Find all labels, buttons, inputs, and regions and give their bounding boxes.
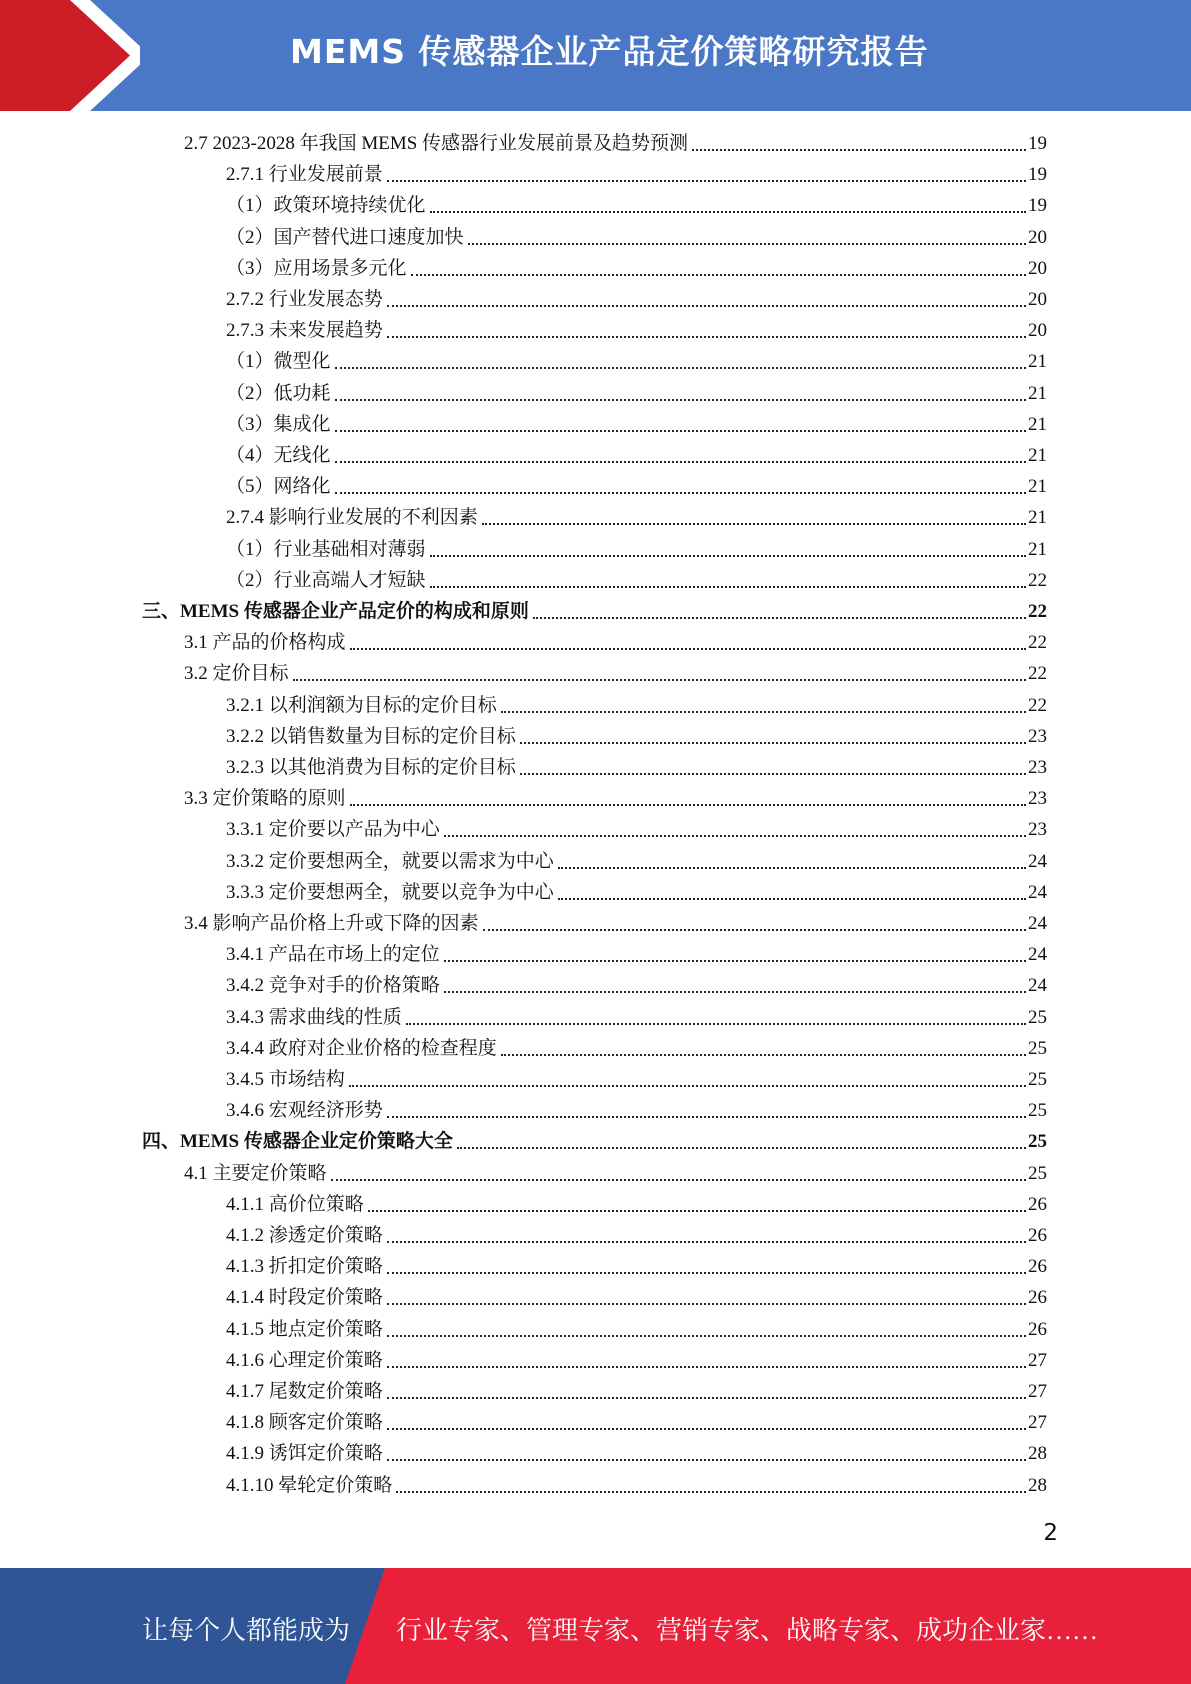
toc-entry-title: （3）集成化 — [226, 413, 331, 435]
toc-entry[interactable] — [226, 875, 1047, 905]
toc-entry-title: 3.3.3 定价要想两全，就要以竞争为中心 — [226, 881, 554, 903]
toc-entry-title: 3.3.2 定价要想两全，就要以需求为中心 — [226, 850, 554, 872]
toc-dot-leader — [350, 803, 1026, 806]
toc-entry[interactable] — [226, 376, 1047, 406]
toc-entry-page: 26 — [1028, 1256, 1047, 1278]
toc-entry-title: 4.1.3 折扣定价策略 — [226, 1256, 383, 1278]
toc-entry-title: 4.1.6 心理定价策略 — [226, 1349, 383, 1371]
toc-entry-title: 4.1.8 顾客定价策略 — [226, 1412, 383, 1434]
toc-entry-title: （1）微型化 — [226, 351, 331, 373]
toc-entry-page: 19 — [1028, 164, 1047, 186]
toc-entry-page: 24 — [1028, 975, 1047, 997]
toc-entry-title: 3.4.1 产品在市场上的定位 — [226, 944, 440, 966]
toc-entry-page: 23 — [1028, 819, 1047, 841]
toc-dot-leader — [387, 1427, 1026, 1430]
toc-entry-page: 25 — [1028, 1131, 1047, 1153]
toc-dot-leader — [387, 304, 1026, 307]
toc-dot-leader — [331, 1178, 1026, 1181]
footer-banner — [0, 1568, 1191, 1684]
toc-entry[interactable] — [226, 719, 1047, 749]
toc-dot-leader — [387, 1302, 1026, 1305]
toc-entry[interactable] — [184, 781, 1047, 811]
toc-entry[interactable] — [184, 906, 1047, 936]
toc-entry-title: 3.4.5 市场结构 — [226, 1069, 345, 1090]
toc-entry-page: 24 — [1028, 850, 1047, 872]
header-banner — [0, 0, 1191, 111]
toc-entry-page: 24 — [1028, 881, 1047, 903]
toc-entry[interactable] — [226, 407, 1047, 437]
toc-entry[interactable] — [142, 594, 1047, 624]
toc-entry[interactable] — [226, 844, 1047, 874]
toc-entry-page: 26 — [1028, 1225, 1047, 1246]
toc-dot-leader — [335, 398, 1026, 401]
toc-entry[interactable] — [226, 1031, 1047, 1061]
toc-entry-title: （1）行业基础相对薄弱 — [226, 538, 426, 560]
toc-entry-page: 26 — [1028, 1318, 1047, 1340]
toc-entry-page: 24 — [1028, 944, 1047, 966]
toc-entry-page: 21 — [1028, 445, 1047, 466]
toc-entry-page: 23 — [1028, 725, 1047, 747]
toc-entry-page: 27 — [1028, 1412, 1047, 1434]
toc-dot-leader — [387, 1271, 1026, 1274]
toc-entry-page: 26 — [1028, 1287, 1047, 1309]
toc-entry-page: 27 — [1028, 1349, 1047, 1371]
toc-entry-page: 21 — [1028, 538, 1047, 560]
toc-entry-title: 3.4 影响产品价格上升或下降的因素 — [184, 913, 479, 934]
toc-dot-leader — [396, 1490, 1026, 1493]
toc-entry-page: 21 — [1028, 382, 1047, 404]
toc-entry-title: 3.3 定价策略的原则 — [184, 788, 346, 810]
toc-entry-page: 27 — [1028, 1381, 1047, 1402]
toc-entry[interactable] — [184, 1156, 1047, 1186]
toc-entry[interactable] — [226, 344, 1047, 374]
toc-dot-leader — [444, 990, 1026, 993]
toc-dot-leader — [293, 678, 1026, 681]
toc-entry-title: 3.3.1 定价要以产品为中心 — [226, 819, 440, 841]
toc-entry-page: 22 — [1028, 632, 1047, 654]
toc-dot-leader — [387, 179, 1026, 182]
toc-entry-page: 23 — [1028, 757, 1047, 778]
toc-entry[interactable] — [226, 1280, 1047, 1310]
toc-entry-title: （1）政策环境持续优化 — [226, 195, 426, 217]
toc-entry[interactable] — [226, 1062, 1047, 1092]
toc-entry[interactable] — [226, 1468, 1047, 1498]
toc-dot-leader — [468, 242, 1026, 245]
toc-dot-leader — [457, 1146, 1026, 1149]
toc-entry[interactable] — [226, 812, 1047, 842]
toc-entry-title: （2）国产替代进口速度加快 — [226, 226, 464, 248]
toc-dot-leader — [444, 959, 1026, 962]
toc-dot-leader — [387, 1240, 1026, 1243]
toc-entry[interactable] — [226, 1249, 1047, 1279]
toc-entry-title: （4）无线化 — [226, 445, 331, 466]
footer-slogan-left: 让每个人都能成为 — [142, 1616, 351, 1645]
toc-dot-leader — [520, 741, 1026, 744]
toc-entry-page: 21 — [1028, 476, 1047, 498]
toc-entry-page: 22 — [1028, 601, 1047, 622]
toc-entry-title: 3.4.2 竞争对手的价格策略 — [226, 975, 440, 997]
toc-entry-title: 4.1.5 地点定价策略 — [226, 1318, 383, 1340]
toc-entry[interactable] — [226, 563, 1047, 593]
toc-entry-page: 20 — [1028, 289, 1047, 310]
toc-entry[interactable] — [226, 251, 1047, 281]
toc-entry-title: 2.7.4 影响行业发展的不利因素 — [226, 507, 478, 529]
toc-entry-title: 3.2.2 以销售数量为目标的定价目标 — [226, 725, 516, 747]
toc-entry-title: 3.2.1 以利润额为目标的定价目标 — [226, 694, 497, 716]
toc-dot-leader — [387, 1396, 1026, 1399]
toc-entry[interactable] — [226, 968, 1047, 998]
toc-dot-leader — [350, 647, 1026, 650]
toc-entry[interactable] — [226, 469, 1047, 499]
toc-dot-leader — [335, 491, 1026, 494]
toc-entry-title: 4.1.9 诱饵定价策略 — [226, 1443, 383, 1465]
toc-dot-leader — [501, 1053, 1026, 1056]
toc-entry-title: 2.7.2 行业发展态势 — [226, 289, 383, 310]
toc-entry[interactable] — [226, 282, 1047, 312]
toc-entry[interactable] — [226, 1000, 1047, 1030]
toc-entry-page: 25 — [1028, 1069, 1047, 1090]
toc-dot-leader — [411, 273, 1026, 276]
toc-dot-leader — [335, 429, 1026, 432]
toc-entry-title: 2.7.3 未来发展趋势 — [226, 320, 383, 342]
toc-entry-title: 4.1.1 高价位策略 — [226, 1193, 364, 1215]
toc-entry-page: 24 — [1028, 913, 1047, 934]
toc-entry-page: 21 — [1028, 351, 1047, 373]
toc-dot-leader — [483, 928, 1026, 931]
toc-entry[interactable] — [142, 1124, 1047, 1154]
toc-entry[interactable] — [226, 1312, 1047, 1342]
page-number: 2 — [1043, 1520, 1058, 1546]
toc-entry-title: （3）应用场景多元化 — [226, 257, 407, 279]
toc-entry-title: 三、MEMS 传感器企业产品定价的构成和原则 — [142, 601, 529, 622]
toc-entry-page: 21 — [1028, 507, 1047, 529]
toc-dot-leader — [558, 866, 1026, 869]
toc-entry[interactable] — [226, 1187, 1047, 1217]
toc-entry[interactable] — [226, 500, 1047, 530]
toc-dot-leader — [430, 554, 1026, 557]
toc-entry-page: 25 — [1028, 1006, 1047, 1028]
toc-entry-title: 2.7.1 行业发展前景 — [226, 164, 383, 186]
toc-dot-leader — [368, 1209, 1026, 1212]
toc-entry[interactable] — [226, 688, 1047, 718]
toc-entry-title: （2）低功耗 — [226, 382, 331, 404]
toc-dot-leader — [387, 1334, 1026, 1337]
toc-dot-leader — [430, 210, 1026, 213]
toc-entry-title: 3.4.4 政府对企业价格的检查程度 — [226, 1037, 497, 1059]
toc-dot-leader — [520, 772, 1026, 775]
toc-entry-page: 23 — [1028, 788, 1047, 810]
header-arrow-decoration — [0, 0, 140, 111]
toc-entry-page: 25 — [1028, 1037, 1047, 1059]
toc-entry[interactable] — [226, 1343, 1047, 1373]
toc-dot-leader — [501, 710, 1026, 713]
toc-dot-leader — [349, 1084, 1026, 1087]
toc-entry[interactable] — [226, 1093, 1047, 1123]
toc-dot-leader — [387, 1458, 1026, 1461]
toc-entry-page: 19 — [1028, 133, 1047, 154]
toc-entry-title: 3.4.3 需求曲线的性质 — [226, 1006, 402, 1028]
toc-entry[interactable] — [226, 1374, 1047, 1404]
toc-entry-title: 3.4.6 宏观经济形势 — [226, 1100, 383, 1122]
toc-entry-page: 22 — [1028, 694, 1047, 716]
toc-entry-page: 22 — [1028, 663, 1047, 685]
toc-entry-title: 2.7 2023-2028 年我国 MEMS 传感器行业发展前景及趋势预测 — [184, 133, 689, 154]
toc-dot-leader — [387, 335, 1026, 338]
toc-entry-title: （5）网络化 — [226, 476, 331, 498]
toc-entry-title: 3.1 产品的价格构成 — [184, 632, 346, 654]
toc-entry-title: 4.1.10 晕轮定价策略 — [226, 1474, 393, 1496]
toc-entry-title: 3.2.3 以其他消费为目标的定价目标 — [226, 757, 516, 778]
toc-entry[interactable] — [226, 188, 1047, 218]
toc-entry-page: 28 — [1028, 1474, 1047, 1496]
toc-entry-title: 4.1.2 渗透定价策略 — [226, 1225, 383, 1246]
toc-entry-page: 22 — [1028, 569, 1047, 591]
toc-entry-page: 25 — [1028, 1100, 1047, 1122]
toc-entry[interactable] — [226, 937, 1047, 967]
toc-entry-title: （2）行业高端人才短缺 — [226, 569, 426, 591]
toc-entry-page: 19 — [1028, 195, 1047, 217]
toc-entry-title: 4.1.4 时段定价策略 — [226, 1287, 383, 1309]
toc-dot-leader — [335, 460, 1026, 463]
toc-entry[interactable] — [226, 1405, 1047, 1435]
toc-entry[interactable] — [226, 220, 1047, 250]
toc-entry-page: 26 — [1028, 1193, 1047, 1215]
toc-entry[interactable] — [226, 1436, 1047, 1466]
toc-dot-leader — [444, 834, 1026, 837]
toc-entry[interactable] — [226, 750, 1047, 780]
footer-slogan-right: 行业专家、管理专家、营销专家、战略专家、成功企业家…… — [396, 1616, 1099, 1645]
toc-entry-page: 25 — [1028, 1162, 1047, 1184]
toc-entry-title: 四、MEMS 传感器企业定价策略大全 — [142, 1131, 453, 1153]
toc-dot-leader — [558, 897, 1026, 900]
toc-entry-page: 20 — [1028, 226, 1047, 248]
toc-entry[interactable] — [184, 625, 1047, 655]
toc-entry[interactable] — [226, 532, 1047, 562]
toc-entry-page: 20 — [1028, 320, 1047, 342]
toc-entry-title: 4.1.7 尾数定价策略 — [226, 1381, 383, 1402]
toc-dot-leader — [406, 1022, 1026, 1025]
toc-dot-leader — [387, 1365, 1026, 1368]
toc-dot-leader — [692, 148, 1026, 151]
toc-entry-page: 28 — [1028, 1443, 1047, 1465]
toc-entry[interactable] — [226, 157, 1047, 187]
toc-dot-leader — [533, 616, 1026, 619]
toc-dot-leader — [335, 366, 1026, 369]
toc-dot-leader — [430, 585, 1026, 588]
toc-entry-title: 3.2 定价目标 — [184, 663, 289, 685]
toc-entry[interactable] — [226, 313, 1047, 343]
toc-entry-page: 20 — [1028, 257, 1047, 279]
toc-entry[interactable] — [184, 126, 1047, 156]
toc-dot-leader — [482, 522, 1026, 525]
toc-dot-leader — [387, 1115, 1026, 1118]
toc-entry[interactable] — [226, 438, 1047, 468]
toc-entry[interactable] — [184, 656, 1047, 686]
toc-entry-page: 21 — [1028, 413, 1047, 435]
toc-entry-title: 4.1 主要定价策略 — [184, 1162, 327, 1184]
report-title: MEMS 传感器企业产品定价策略研究报告 — [290, 32, 929, 71]
toc-entry[interactable] — [226, 1218, 1047, 1248]
